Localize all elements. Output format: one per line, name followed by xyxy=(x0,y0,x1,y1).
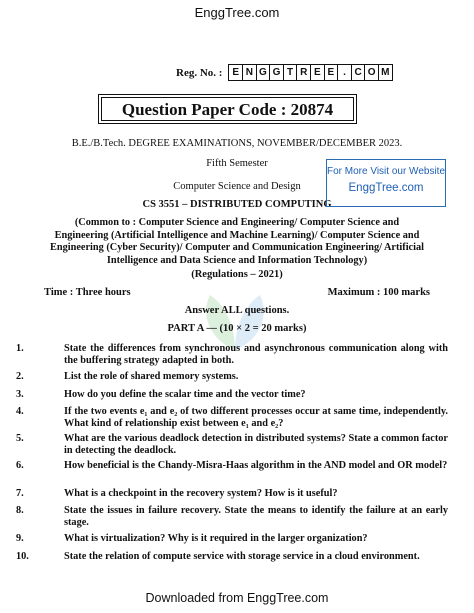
question-item xyxy=(16,460,448,472)
question-text: How do you define the scalar time and the vector time? xyxy=(64,389,306,400)
question-item xyxy=(16,551,448,563)
question-number: 10. xyxy=(16,551,29,562)
question-number: 9. xyxy=(16,533,24,544)
answer-all-instruction: Answer ALL questions. xyxy=(184,305,290,316)
common-to-note: (Common to : Computer Science and Engineering/ Computer Science and Engineering (Artificial Intelligence and Machine Learning)/ Computer Science and Engineering (Cyber Security)/ Computer and Communication Engineering/ Artificial Intelligence and Data Science and Information Technology) xyxy=(49,217,425,266)
question-paper-code: Question Paper Code : 20874 xyxy=(101,97,354,121)
question-item xyxy=(16,433,448,458)
question-text: State the differences from synchronous and asynchronous communication along with the buffering strategy adapted in both. xyxy=(64,343,448,367)
question-number: 3. xyxy=(16,389,24,400)
course-title: CS 3551 – DISTRIBUTED COMPUTING xyxy=(142,199,332,210)
promo-box[interactable] xyxy=(326,159,446,207)
reg-box: T xyxy=(283,64,297,81)
question-number: 8. xyxy=(16,505,24,516)
question-item xyxy=(16,406,448,431)
promo-line-2: EnggTree.com xyxy=(348,182,424,194)
department: Computer Science and Design xyxy=(173,181,301,192)
reg-box: G xyxy=(256,64,270,81)
reg-number-label: Reg. No. : xyxy=(176,66,223,79)
question-text: If the two events e₁ and e₂ of two different processes occur at same time, independently. What kind of relationship exist between e₁ and e₂? xyxy=(64,406,448,430)
reg-box: M xyxy=(378,64,393,81)
question-text: What are the various deadlock detection in distributed systems? State a common factor in detecting the deadlock. xyxy=(64,433,448,457)
question-item xyxy=(16,533,448,545)
question-text: What is a checkpoint in the recovery system? How is it useful? xyxy=(64,488,338,499)
question-text: How beneficial is the Chandy-Misra-Haas algorithm in the AND model and OR model? xyxy=(64,460,448,471)
question-number: 4. xyxy=(16,406,24,417)
semester: Fifth Semester xyxy=(206,158,268,169)
maximum-marks: Maximum : 100 marks xyxy=(327,287,430,298)
question-text: What is virtualization? Why is it required in the larger organization? xyxy=(64,533,368,544)
part-a-heading: PART A — (10 × 2 = 20 marks) xyxy=(167,323,307,334)
question-paper-code-box xyxy=(98,94,357,124)
promo-line-1: For More Visit our Website xyxy=(327,166,446,177)
exam-title: B.E./B.Tech. DEGREE EXAMINATIONS, NOVEMBER/DECEMBER 2023. xyxy=(71,138,403,149)
question-item xyxy=(16,371,448,383)
regulations: (Regulations – 2021) xyxy=(191,269,283,280)
reg-box: N xyxy=(242,64,256,81)
question-text: State the issues in failure recovery. State the means to identify the failure at an early stage. xyxy=(64,505,448,529)
time-allowed: Time : Three hours xyxy=(44,287,131,298)
question-number: 6. xyxy=(16,460,24,471)
question-item xyxy=(16,505,448,530)
question-item xyxy=(16,343,448,368)
reg-box: E xyxy=(324,64,338,81)
reg-box: G xyxy=(269,64,283,81)
reg-number-row xyxy=(176,64,393,81)
reg-box: O xyxy=(364,64,378,81)
question-number: 7. xyxy=(16,488,24,499)
reg-box: E xyxy=(228,64,242,81)
question-text: State the relation of compute service with storage service in a cloud environment. xyxy=(64,551,420,562)
reg-box: R xyxy=(296,64,310,81)
reg-number-boxes xyxy=(228,64,392,81)
question-number: 2. xyxy=(16,371,24,382)
question-number: 1. xyxy=(16,343,24,354)
question-text: List the role of shared memory systems. xyxy=(64,371,239,382)
question-item xyxy=(16,389,448,401)
reg-box: C xyxy=(351,64,365,81)
question-number: 5. xyxy=(16,433,24,444)
footer-download-note: Downloaded from EnggTree.com xyxy=(145,591,329,605)
question-item xyxy=(16,488,448,500)
header-site-name: EnggTree.com xyxy=(194,5,280,20)
reg-box: . xyxy=(337,64,351,81)
reg-box: E xyxy=(310,64,324,81)
